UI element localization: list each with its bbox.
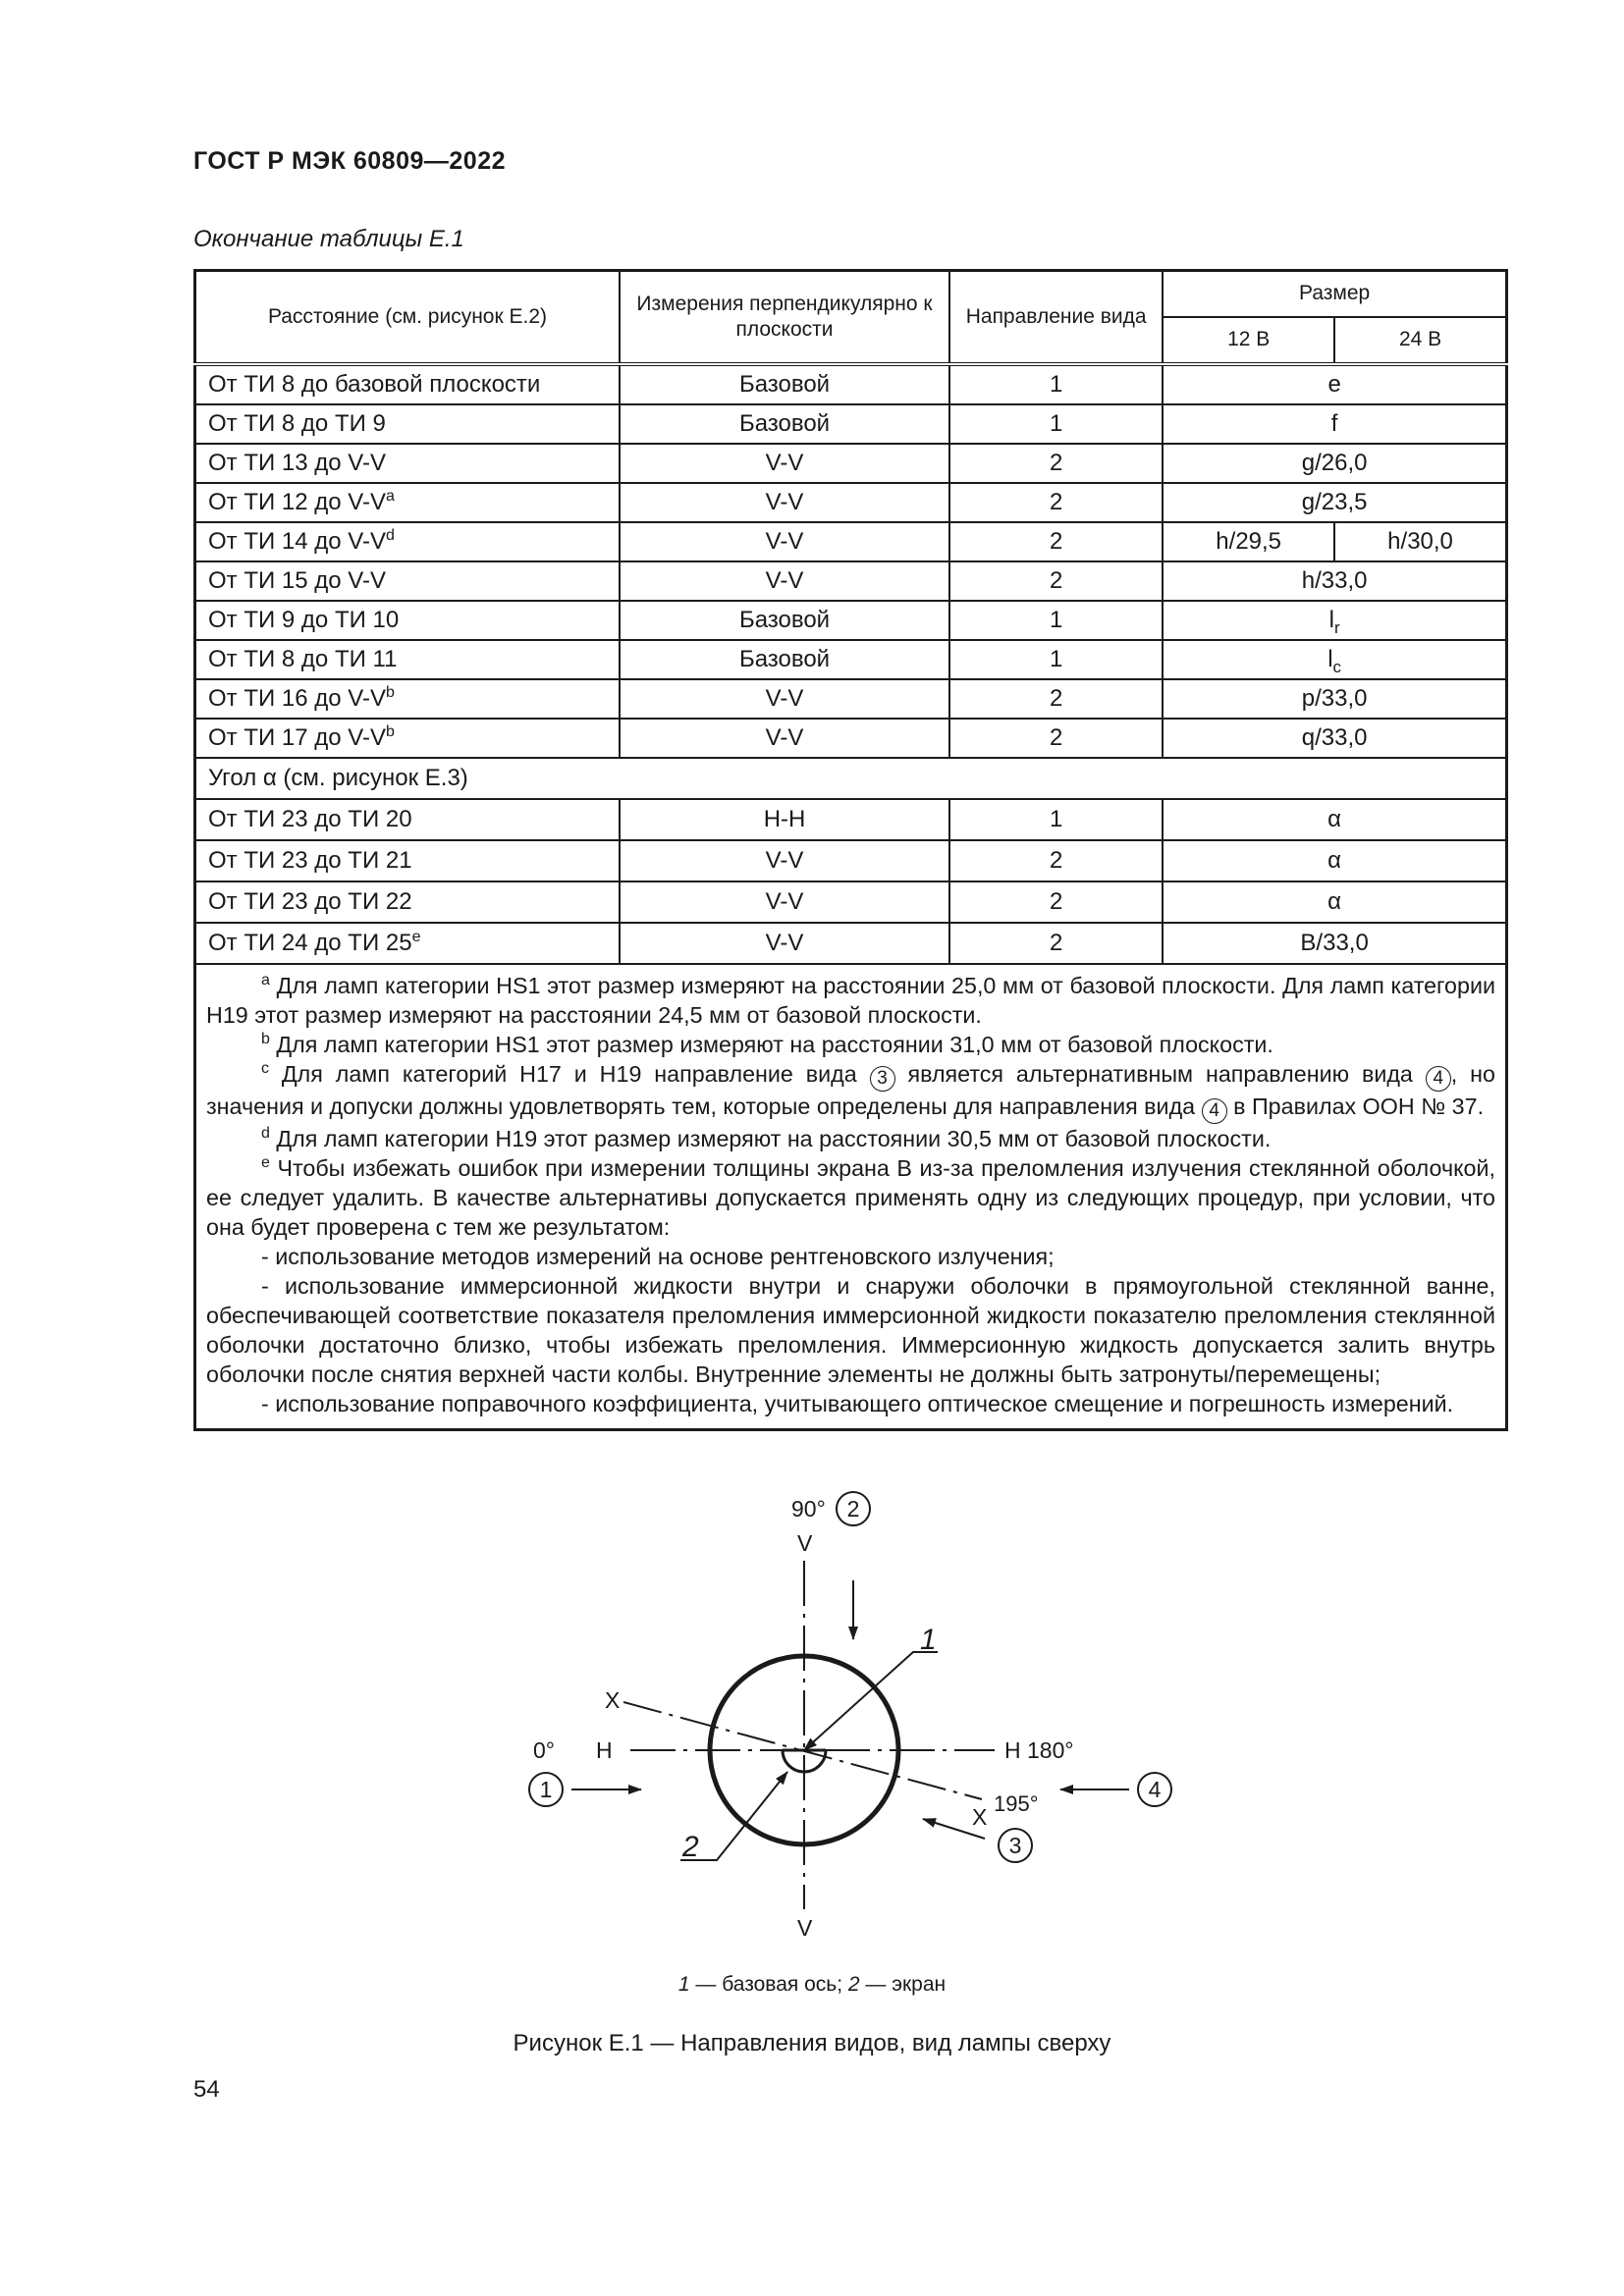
footnote-a-mark: a bbox=[261, 972, 270, 988]
cell-direction: 1 bbox=[949, 364, 1163, 404]
cell-size: α bbox=[1163, 799, 1506, 840]
cell-measure: V-V bbox=[620, 483, 949, 522]
label-v-top: V bbox=[797, 1530, 813, 1556]
cell-measure: V-V bbox=[620, 881, 949, 923]
cell-distance: От ТИ 15 до V-V bbox=[208, 567, 386, 594]
table-continuation-caption: Окончание таблицы Е.1 bbox=[193, 226, 464, 252]
footnote-e-mark: e bbox=[261, 1154, 270, 1171]
cell-distance: От ТИ 23 до ТИ 20 bbox=[208, 806, 412, 832]
cell-measure: V-V bbox=[620, 522, 949, 561]
cell-measure: V-V bbox=[620, 561, 949, 601]
header-24v: 24 В bbox=[1334, 317, 1506, 364]
legend-text: — базовая ось; bbox=[689, 1973, 848, 1996]
label-h-180: H 180° bbox=[1004, 1737, 1074, 1763]
document-header: ГОСТ Р МЭК 60809—2022 bbox=[193, 147, 507, 175]
direction-4-number: 4 bbox=[1148, 1777, 1162, 1802]
cell-distance: От ТИ 8 до ТИ 11 bbox=[208, 646, 398, 672]
header-measure: Измерения перпендикулярно к плоскости bbox=[620, 271, 949, 365]
cell-measure: V-V bbox=[620, 719, 949, 758]
footnote-d-mark: d bbox=[261, 1125, 270, 1142]
cell-distance: От ТИ 23 до ТИ 22 bbox=[208, 888, 412, 915]
label-v-bottom: V bbox=[797, 1915, 813, 1941]
cell-direction: 1 bbox=[949, 404, 1163, 444]
callout-1-number: 1 bbox=[920, 1624, 937, 1656]
cell-direction: 2 bbox=[949, 719, 1163, 758]
label-x-left: X bbox=[605, 1687, 621, 1713]
header-direction: Направление вида bbox=[949, 271, 1163, 365]
footnote-b-mark: b bbox=[261, 1031, 270, 1047]
cell-direction: 2 bbox=[949, 483, 1163, 522]
cell-distance: От ТИ 13 до V-V bbox=[208, 450, 386, 476]
cell-direction: 2 bbox=[949, 679, 1163, 719]
cell-measure: V-V bbox=[620, 679, 949, 719]
direction-3-number: 3 bbox=[1008, 1833, 1022, 1858]
cell-direction: 1 bbox=[949, 640, 1163, 679]
cell-direction: 2 bbox=[949, 561, 1163, 601]
cell-distance: От ТИ 9 до ТИ 10 bbox=[208, 607, 400, 633]
footnote-mark: e bbox=[411, 929, 421, 945]
cell-measure: Базовой bbox=[620, 601, 949, 640]
footnote-c-text: Для ламп категорий Н17 и Н19 направление вида bbox=[281, 1061, 857, 1087]
cell-distance: От ТИ 8 до ТИ 9 bbox=[208, 410, 386, 437]
footnote-b-text: Для ламп категории HS1 этот размер измеряют на расстоянии 31,0 мм от базовой плоскости. bbox=[276, 1032, 1273, 1057]
cell-distance: От ТИ 23 до ТИ 21 bbox=[208, 847, 412, 874]
callout-1-leader bbox=[804, 1652, 938, 1750]
cell-size: p/33,0 bbox=[1163, 679, 1506, 719]
size-symbol: l bbox=[1328, 607, 1334, 633]
footnote-e-text: Чтобы избежать ошибок при измерении толщины экрана В из-за преломления излучения стеклянной оболочкой, ее следует удалить. В качестве альтернативы допускается применять одну из следующих процедур, при условии, что она будет проверена с тем же результатом: bbox=[206, 1155, 1495, 1240]
cell-direction: 2 bbox=[949, 444, 1163, 483]
cell-measure: Базовой bbox=[620, 640, 949, 679]
figure-caption: Рисунок Е.1 — Направления видов, вид лампы сверху bbox=[513, 2030, 1111, 2056]
cell-measure: H-H bbox=[620, 799, 949, 840]
cell-size: g/23,5 bbox=[1163, 483, 1506, 522]
cell-distance: От ТИ 24 до ТИ 25 bbox=[208, 930, 412, 956]
cell-size: α bbox=[1163, 840, 1506, 881]
legend-number: 2 bbox=[847, 1973, 860, 1996]
cell-measure: Базовой bbox=[620, 404, 949, 444]
footnote-mark: b bbox=[385, 684, 395, 701]
label-195-deg: 195° bbox=[994, 1791, 1039, 1816]
cell-direction: 2 bbox=[949, 840, 1163, 881]
legend-number: 1 bbox=[677, 1973, 690, 1996]
footnote-e-item: - использование поправочного коэффициента, учитывающего оптическое смещение и погрешность измерений. bbox=[261, 1391, 1454, 1416]
footnote-c-text: является альтернативным направлению вида bbox=[907, 1061, 1413, 1087]
cell-measure: Базовой bbox=[620, 364, 949, 404]
cell-direction: 2 bbox=[949, 522, 1163, 561]
direction-2-number: 2 bbox=[846, 1496, 860, 1522]
label-h-left: H bbox=[596, 1737, 613, 1763]
direction-1-number: 1 bbox=[539, 1777, 553, 1802]
size-subscript: r bbox=[1333, 618, 1340, 637]
header-distance: Расстояние (см. рисунок Е.2) bbox=[195, 271, 620, 365]
footnote-c-text: , но значения и допуски должны удовлетворять тем, которые определены для направления вида bbox=[206, 1061, 1495, 1119]
cell-direction: 1 bbox=[949, 601, 1163, 640]
cell-size: α bbox=[1163, 881, 1506, 923]
cell-distance: От ТИ 14 до V-V bbox=[208, 528, 386, 555]
header-12v: 12 В bbox=[1163, 317, 1334, 364]
cell-size: g/26,0 bbox=[1163, 444, 1506, 483]
label-0-deg: 0° bbox=[533, 1737, 555, 1763]
footnote-mark: b bbox=[385, 723, 395, 740]
cell-distance: От ТИ 16 до V-V bbox=[208, 685, 386, 712]
direction-4-symbol: 4 bbox=[1202, 1098, 1227, 1124]
cell-measure: V-V bbox=[620, 840, 949, 881]
page-number: 54 bbox=[193, 2076, 220, 2103]
label-x-right: X bbox=[972, 1804, 988, 1830]
footnote-c-mark: c bbox=[261, 1060, 269, 1077]
cell-measure: V-V bbox=[620, 444, 949, 483]
cell-size: q/33,0 bbox=[1163, 719, 1506, 758]
cell-size: B/33,0 bbox=[1163, 923, 1506, 964]
callout-2-number: 2 bbox=[682, 1831, 699, 1863]
cell-size: h/33,0 bbox=[1163, 561, 1506, 601]
legend-text: — экран bbox=[859, 1973, 947, 1996]
footnote-e-item: - использование иммерсионной жидкости внутри и снаружи оболочки в прямоугольной стеклянной ванне, обеспечивающей соответствие показателя преломления иммерсионной жидкости показателю преломления стеклянной оболочки достаточно близко, чтобы избежать преломления. Иммерсионную жидкость допускается залить внутрь оболочки после снятия верхней части колбы. Внутренние элементы не должны быть затронуты/перемещены; bbox=[206, 1273, 1495, 1387]
cell-size: f bbox=[1163, 404, 1506, 444]
size-subscript: c bbox=[1332, 658, 1342, 676]
cell-size: e bbox=[1163, 364, 1506, 404]
direction-4-symbol: 4 bbox=[1426, 1066, 1451, 1092]
cell-distance: От ТИ 8 до базовой плоскости bbox=[208, 371, 541, 398]
label-90-deg: 90° bbox=[791, 1496, 826, 1522]
cell-direction: 2 bbox=[949, 881, 1163, 923]
cell-size-12v: h/29,5 bbox=[1163, 522, 1334, 561]
cell-distance: От ТИ 17 до V-V bbox=[208, 724, 386, 751]
footnote-a-text: Для ламп категории HS1 этот размер измеряют на расстоянии 25,0 мм от базовой плоскости. Для ламп категории Н19 этот размер измеряют на расстоянии 24,5 мм от базовой плоскости. bbox=[206, 973, 1495, 1028]
header-size: Размер bbox=[1163, 271, 1506, 317]
size-symbol: l bbox=[1327, 646, 1333, 672]
cell-direction: 1 bbox=[949, 799, 1163, 840]
footnote-e-item: - использование методов измерений на основе рентгеновского излучения; bbox=[261, 1244, 1055, 1269]
figure-legend bbox=[0, 1973, 1624, 1997]
cell-size-24v: h/30,0 bbox=[1334, 522, 1506, 561]
footnote-mark: a bbox=[385, 488, 395, 505]
cell-direction: 2 bbox=[949, 923, 1163, 964]
cell-measure: V-V bbox=[620, 923, 949, 964]
cell-distance: От ТИ 12 до V-V bbox=[208, 489, 386, 515]
direction-3-symbol: 3 bbox=[870, 1066, 895, 1092]
footnote-c-text: в Правилах ООН № 37. bbox=[1233, 1094, 1485, 1119]
footnote-mark: d bbox=[385, 527, 395, 544]
footnote-d-text: Для ламп категории Н19 этот размер измеряют на расстоянии 30,5 мм от базовой плоскости. bbox=[276, 1126, 1272, 1151]
section-angle: Угол α (см. рисунок Е.3) bbox=[195, 758, 1507, 799]
